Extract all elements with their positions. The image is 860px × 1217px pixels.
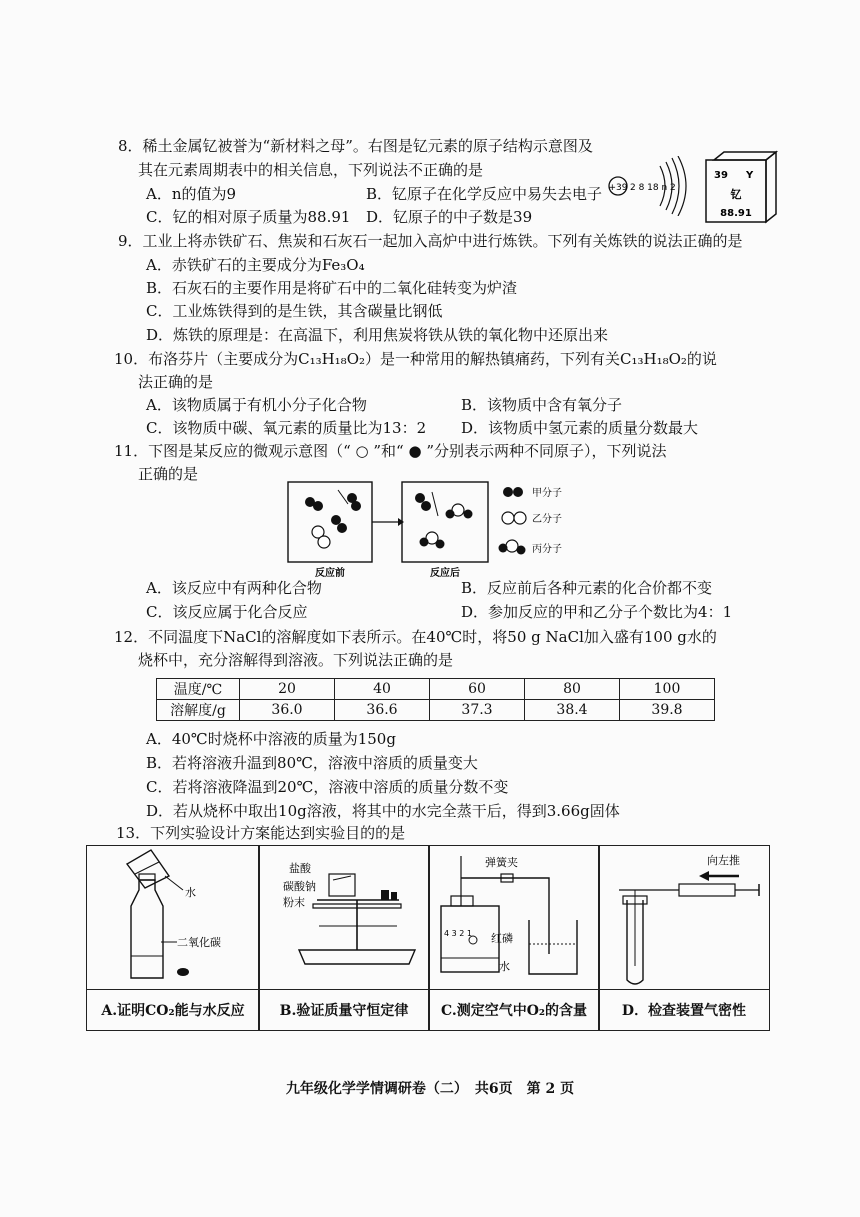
table-row-solubility [157, 700, 715, 721]
q10-option-c: C．该物质中碳、氧元素的质量比为13：2 [146, 419, 427, 437]
na2co3-label: 碳酸钠 [283, 880, 316, 893]
yttrium-periodic-table-cell [704, 150, 778, 226]
experiment-panel-a [86, 845, 260, 1031]
airtightness-illustration [599, 846, 769, 990]
q9-option-d: D．炼铁的原理是：在高温下，利用焦炭将铁从铁的氧化物中还原出来 [146, 326, 609, 344]
panel-a-caption: A.证明CO₂能与水反应 [87, 989, 259, 1030]
legend-yi-label: 乙分子 [532, 514, 562, 525]
table-cell: 60 [430, 679, 525, 700]
table-cell: 80 [525, 679, 620, 700]
q10-option-d: D．该物质中氢元素的质量分数最大 [461, 419, 699, 437]
red-phosphorus-label: 红磷 [491, 932, 513, 945]
q8-option-d: D．钇原子的中子数是39 [366, 208, 533, 226]
q9-stem: 9．工业上将赤铁矿石、焦炭和石灰石一起加入高炉中进行炼铁。下列有关炼铁的说法正确的是 [118, 232, 743, 250]
q11-stem-line1: 11．下图是某反应的微观示意图（“ ○ ”和“ ● ”分别表示两种不同原子），下列说法 [114, 442, 667, 460]
element-symbol: Y [746, 170, 754, 181]
q12-option-b: B．若将溶液升温到80℃，溶液中溶质的质量变大 [146, 754, 478, 772]
table-cell: 溶解度/g [157, 700, 240, 721]
element-number: 39 [714, 170, 728, 181]
table-cell: 36.6 [335, 700, 430, 721]
q9-option-b: B．石灰石的主要作用是将矿石中的二氧化硅转变为炉渣 [146, 279, 518, 297]
atom-nucleus-label: +39 [608, 183, 628, 193]
experiment-panel-c [428, 845, 600, 1031]
yttrium-atom-structure-diagram [600, 156, 700, 216]
legend-bing-label: 丙分子 [532, 544, 562, 555]
reaction-micro-diagram [282, 480, 592, 580]
q11-option-a: A．该反应中有两种化合物 [146, 579, 322, 597]
q10-stem-line2: 法正确的是 [138, 373, 214, 391]
table-cell: 100 [620, 679, 715, 700]
experiment-panel-b [258, 845, 430, 1031]
water-label-c: 水 [499, 960, 510, 973]
experiment-panel-d [598, 845, 770, 1031]
water-label: 水 [185, 886, 196, 899]
element-name: 钇 [730, 188, 742, 201]
table-cell: 温度/℃ [157, 679, 240, 700]
q10-option-a: A．该物质属于有机小分子化合物 [146, 396, 367, 414]
hcl-label: 盐酸 [289, 862, 311, 875]
panel-d-caption: D．检查装置气密性 [599, 989, 769, 1030]
table-cell: 20 [240, 679, 335, 700]
q11-stem-line2: 正确的是 [138, 465, 199, 483]
table-cell: 39.8 [620, 700, 715, 721]
q12-option-c: C．若将溶液降温到20℃，溶液中溶质的质量分数不变 [146, 778, 509, 796]
panel-b-caption: B.验证质量守恒定律 [259, 989, 429, 1030]
q13-stem: 13．下列实验设计方案能达到实验目的的是 [116, 824, 406, 842]
co2-label: 二氧化碳 [177, 936, 221, 949]
q12-option-a: A．40℃时烧杯中溶液的质量为150g [146, 730, 396, 748]
q12-option-d: D．若从烧杯中取出10g溶液，将其中的水完全蒸干后，得到3.66g固体 [146, 802, 620, 820]
table-cell: 36.0 [240, 700, 335, 721]
table-row-temperature [157, 679, 715, 700]
q10-option-b: B．该物质中含有氧分子 [461, 396, 623, 414]
balance-illustration [259, 846, 429, 990]
q8-stem-line2: 其在元素周期表中的相关信息，下列说法不正确的是 [138, 161, 484, 179]
element-mass: 88.91 [720, 208, 752, 219]
after-reaction-label: 反应后 [430, 568, 460, 579]
table-cell: 40 [335, 679, 430, 700]
bottle-beaker-illustration [87, 846, 259, 990]
q8-option-a: A．n的值为9 [146, 185, 237, 203]
q9-option-c: C．工业炼铁得到的是生铁，其含碳量比钢低 [146, 302, 443, 320]
push-left-label: 向左推 [707, 854, 740, 867]
q8-option-c: C．钇的相对原子质量为88.91 [146, 208, 351, 226]
q11-option-d: D．参加反应的甲和乙分子个数比为4：1 [461, 603, 733, 621]
q12-stem-line1: 12．不同温度下NaCl的溶解度如下表所示。在40℃时，将50 g NaCl加入盛有100 g水的 [114, 628, 717, 646]
scale-marks: 4 3 2 1 [444, 929, 472, 938]
before-reaction-label: 反应前 [315, 568, 345, 579]
q11-option-b: B．反应前后各种元素的化合价都不变 [461, 579, 713, 597]
q11-option-c: C．该反应属于化合反应 [146, 603, 308, 621]
oxygen-measurement-illustration [429, 846, 599, 990]
table-cell: 38.4 [525, 700, 620, 721]
q12-stem-line2: 烧杯中，充分溶解得到溶液。下列说法正确的是 [138, 651, 454, 669]
legend-jia-label: 甲分子 [532, 488, 562, 499]
table-cell: 37.3 [430, 700, 525, 721]
q9-option-a: A．赤铁矿石的主要成分为Fe₃O₄ [146, 256, 365, 274]
nacl-solubility-table [156, 678, 715, 721]
q8-option-b: B．钇原子在化学反应中易失去电子 [366, 185, 603, 203]
atom-shells-label: 2 8 18 n 2 [630, 183, 676, 193]
page-footer: 九年级化学学情调研卷（二） 共6页 第 2 页 [285, 1081, 575, 1097]
powder-label: 粉末 [283, 896, 305, 909]
panel-c-caption: C.测定空气中O₂的含量 [429, 989, 599, 1030]
q10-stem-line1: 10．布洛芬片（主要成分为C₁₃H₁₈O₂）是一种常用的解热镇痛药，下列有关C₁₃H₁₈O₂的说 [114, 350, 717, 368]
q8-stem-line1: 8．稀土金属钇被誉为“新材料之母”。右图是钇元素的原子结构示意图及 [118, 137, 593, 155]
spring-clip-label: 弹簧夹 [485, 856, 518, 869]
